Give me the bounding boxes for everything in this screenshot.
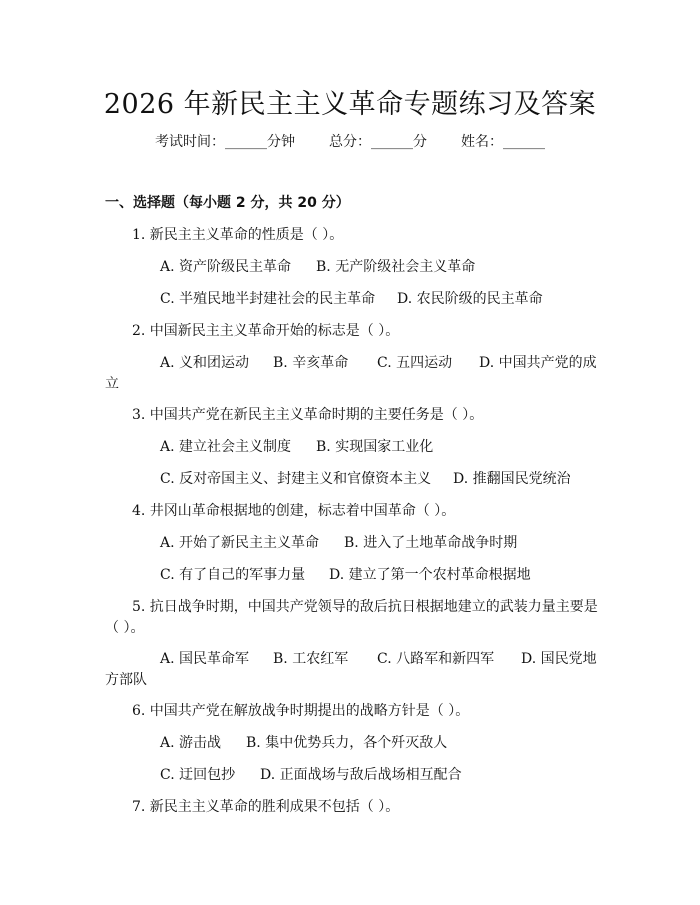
option-wrap-text: 立: [105, 376, 119, 392]
question-stem: 4. 井冈山革命根据地的创建，标志着中国革命（ ）。: [132, 503, 456, 519]
section-heading: 一、选择题（每小题 2 分，共 20 分）: [105, 195, 350, 211]
question-stem: 7. 新民主主义革命的胜利成果不包括（ ）。: [132, 799, 400, 815]
total-score-field: 总分：______分: [329, 134, 427, 150]
question-options-row: [160, 564, 531, 584]
question-stem: 3. 中国共产党在新民主主义革命时期的主要任务是（ ）。: [132, 407, 484, 423]
option-b: B. 进入了土地革命战争时期: [344, 535, 518, 551]
option-a: A. 游击战: [160, 735, 222, 751]
student-name-field: 姓名：______: [461, 134, 545, 150]
option-a: A. 建立社会主义制度: [160, 439, 292, 455]
option-c: C. 五四运动: [377, 355, 453, 371]
option-c: C. 有了自己的军事力量: [160, 567, 306, 583]
option-a: A. 国民革命军: [160, 651, 250, 667]
option-d: D. 中国共产党的成: [479, 355, 597, 371]
option-d: D. 农民阶级的民主革命: [397, 291, 543, 307]
option-b: B. 辛亥革命: [273, 355, 349, 371]
option-a: A. 开始了新民主主义革命: [160, 535, 320, 551]
question-stem: 1. 新民主主义革命的性质是（ ）。: [132, 227, 344, 243]
option-d: D. 推翻国民党统治: [453, 471, 571, 487]
option-c: C. 反对帝国主义、封建主义和官僚资本主义: [160, 471, 432, 487]
question-stem: 6. 中国共产党在解放战争时期提出的战略方针是（ ）。: [132, 703, 470, 719]
option-a: A. 资产阶级民主革命: [160, 259, 292, 275]
option-a: A. 义和团运动: [160, 355, 250, 371]
question-stem: 5. 抗日战争时期，中国共产党领导的敌后抗日根据地建立的武装力量主要是: [132, 599, 598, 615]
question-options-row: [160, 256, 475, 276]
option-b: B. 集中优势兵力，各个歼灭敌人: [246, 735, 448, 751]
option-d: D. 国民党地: [521, 651, 597, 667]
option-c: C. 迂回包抄: [160, 767, 236, 783]
question-options-row: [160, 532, 517, 552]
option-d: D. 正面战场与敌后战场相互配合: [260, 767, 462, 783]
question-stem: 2. 中国新民主主义革命开始的标志是（ ）。: [132, 323, 400, 339]
option-c: C. 半殖民地半封建社会的民主革命: [160, 291, 376, 307]
option-b: B. 实现国家工业化: [316, 439, 434, 455]
question-options-row: [160, 648, 597, 668]
question-options-row: [160, 764, 462, 784]
exam-meta: [0, 131, 700, 151]
option-d: D. 建立了第一个农村革命根据地: [329, 567, 531, 583]
option-c: C. 八路军和新四军: [377, 651, 495, 667]
question-options-row: [160, 352, 597, 372]
question-options-row: [160, 468, 571, 488]
option-b: B. 无产阶级社会主义革命: [316, 259, 476, 275]
question-options-row: [160, 436, 433, 456]
question-stem-wrap: （ ）。: [105, 620, 145, 636]
option-wrap-text: 方部队: [105, 672, 147, 688]
page-title: 2026 年新民主主义革命专题练习及答案: [103, 89, 597, 120]
exam-time-field: 考试时间：______分钟: [155, 134, 295, 150]
question-options-row: [160, 732, 447, 752]
option-b: B. 工农红军: [273, 651, 349, 667]
question-options-row: [160, 288, 543, 308]
